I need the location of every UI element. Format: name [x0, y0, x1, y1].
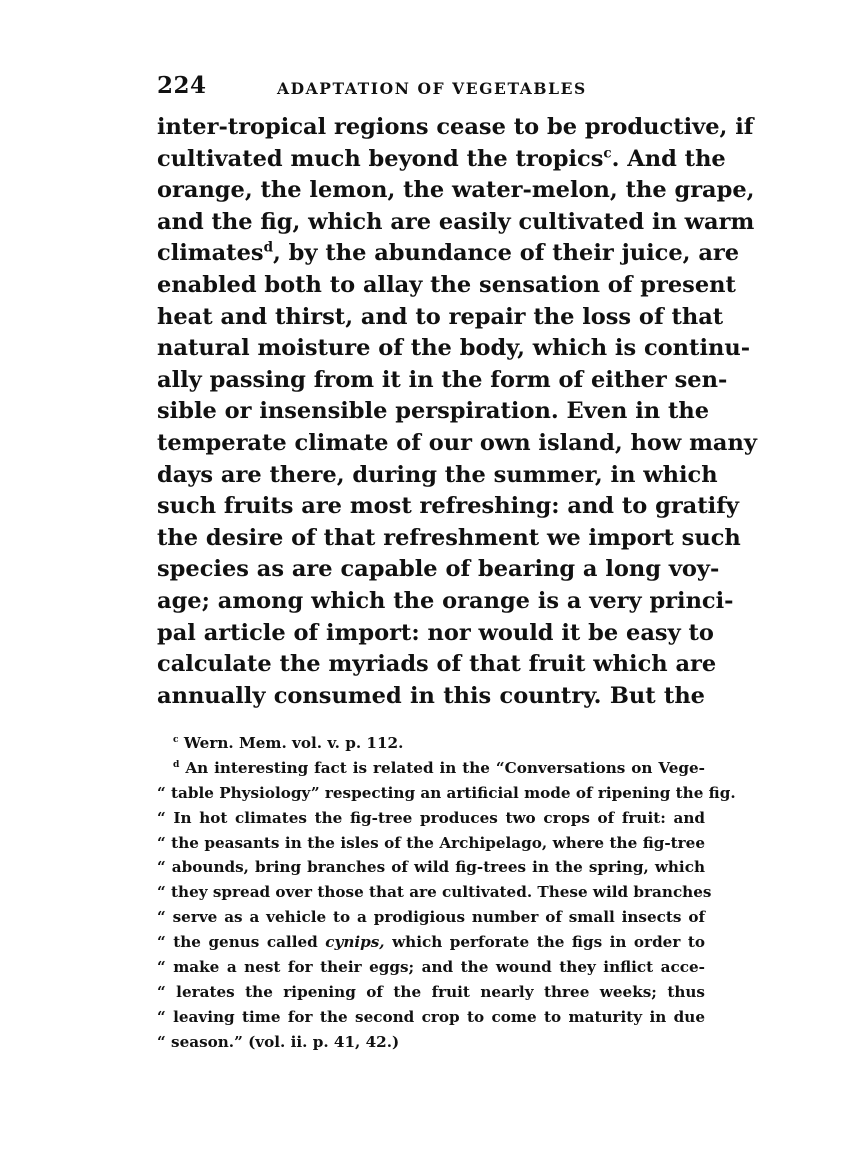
footnote-mark-d: d	[173, 758, 180, 770]
footnote-line: “ make a nest for their eggs; and the wound they inflict acce-	[157, 958, 705, 977]
body-line-text: climates	[157, 240, 264, 267]
body-line: the desire of that refreshment we import such	[157, 524, 741, 551]
body-line-text: cultivated much beyond the tropics	[157, 145, 604, 172]
body-line: temperate climate of our own island, how many	[157, 429, 757, 456]
body-line: ally passing from it in the form of either sen-	[157, 366, 728, 393]
body-line: inter-tropical regions cease to be productive, if	[157, 114, 754, 140]
running-head: ADAPTATION OF VEGETABLES	[277, 79, 587, 98]
footnote-line: “ the peasants in the isles of the Archipelago, where the fig-tree	[157, 833, 705, 852]
page-header	[157, 68, 702, 104]
footnote-line: “ table Physiology” respecting an artificial mode of ripening the fig.	[157, 783, 736, 802]
footnote-mark-c: c	[173, 733, 179, 745]
body-line: orange, the lemon, the water-melon, the grape,	[157, 177, 755, 204]
body-line: natural moisture of the body, which is continu-	[157, 335, 751, 362]
body-line: species as are capable of bearing a long voy-	[157, 556, 720, 583]
body-line: age; among which the orange is a very princi-	[157, 587, 734, 614]
footnote-ref-c: c	[603, 145, 612, 162]
footnote-line-text: “ the genus called	[157, 933, 326, 952]
body-line-text: . And the	[611, 145, 726, 172]
body-line	[157, 144, 726, 176]
footnote-line: “ season.” (vol. ii. p. 41, 42.)	[157, 1032, 400, 1051]
page-number: 224	[157, 72, 207, 99]
footnote-line: “ In hot climates the fig-tree produces two crops of fruit: and	[157, 808, 705, 827]
footnote-line: “ they spread over those that are cultivated. These wild branches	[157, 883, 712, 902]
footnote-line: “ leaving time for the second crop to come to maturity in due	[157, 1007, 705, 1026]
body-line: sible or insensible perspiration. Even in the	[157, 398, 710, 425]
footnote-line: “ serve as a vehicle to a prodigious number of small insects of	[157, 908, 705, 927]
body-line: calculate the myriads of that fruit which are	[157, 651, 717, 678]
footnotes	[157, 731, 736, 1055]
body-line: and the fig, which are easily cultivated in warm	[157, 208, 755, 235]
footnote-c-text: Wern. Mem. vol. v. p. 112.	[183, 734, 404, 752]
footnote-line-text: which perforate the figs in order to	[384, 933, 705, 952]
footnote-ref-d: d	[263, 239, 274, 256]
body-line: days are there, during the summer, in which	[157, 461, 718, 488]
footnote-c	[157, 731, 705, 756]
body-line: heat and thirst, and to repair the loss of that	[157, 303, 724, 330]
body-line: such fruits are most refreshing: and to gratify	[157, 493, 739, 520]
footnote-line: “ abounds, bring branches of wild fig-trees in the spring, which	[157, 858, 705, 877]
body-line: annually consumed in this country. But the	[157, 682, 705, 709]
genus-name: cynips,	[325, 933, 385, 952]
body-text	[157, 112, 757, 712]
footnote-d	[157, 756, 705, 781]
footnote-line: “ lerates the ripening of the fruit nearly three weeks; thus	[157, 982, 705, 1001]
body-line: enabled both to allay the sensation of present	[157, 271, 736, 298]
footnote-line	[157, 930, 705, 955]
body-line: pal article of import: nor would it be easy to	[157, 619, 714, 646]
footnote-d-text: An interesting fact is related in the “Conversations on Vege-	[185, 758, 705, 777]
body-line-text: , by the abundance of their juice, are	[273, 240, 740, 267]
body-line	[157, 238, 740, 270]
